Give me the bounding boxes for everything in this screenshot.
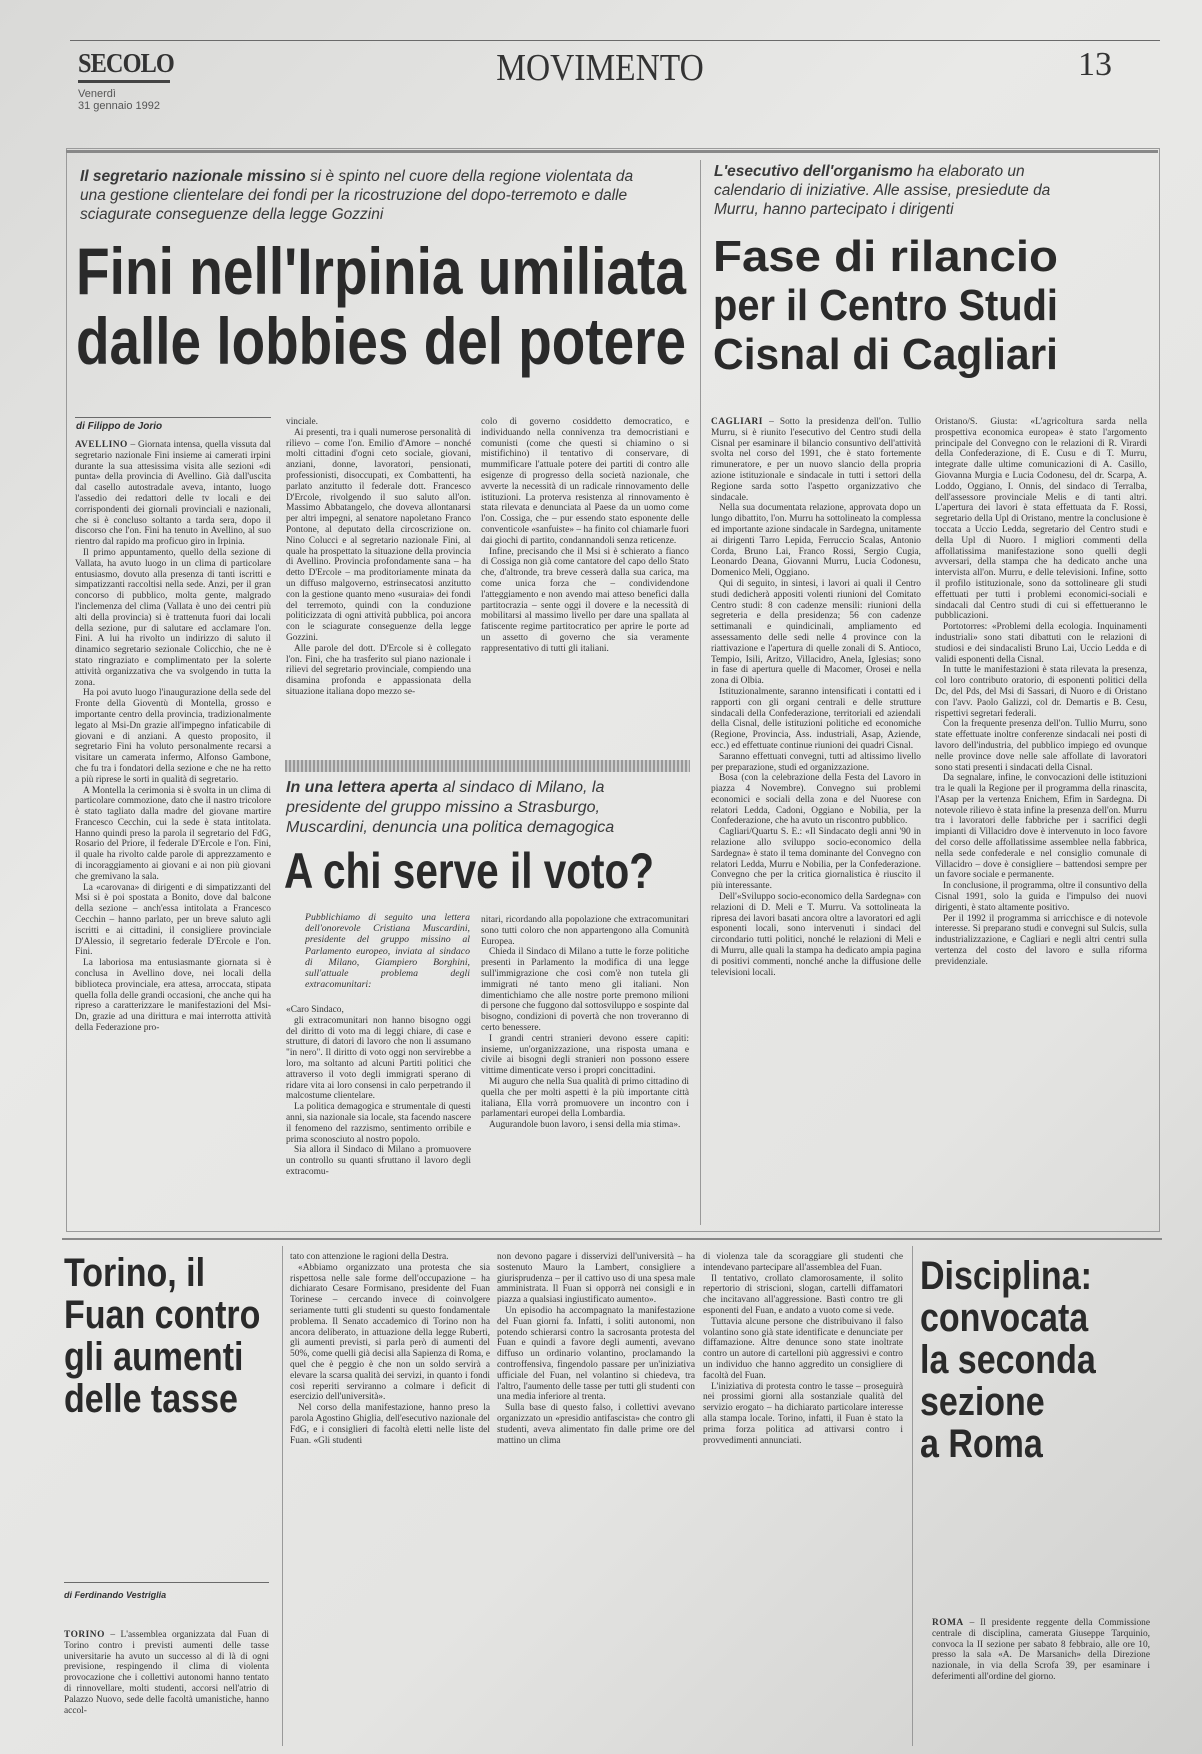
voto-headline-wrap [284,842,654,900]
torino-column-4: di violenza tale da scoraggiare gli studenti che intendevano partecipare all'assemblea del Fuan. Il tentativo, crollato clamorosamente, il solito repertorio di striscioni, slogan, cartelli diffamatori che incitavano all'aggressione. Bastì contro tre gli esponenti del Fuan, e andato a vuoto come si vede. Tuttavia alcune persone che distribuivano il falso volantino sono già state identificate e denunciate per diffamazione. Altre denunce sono state inoltrate contro un autore di cartelloni più aggressivi e contro un individuo che hanno aggredito un consigliere di facoltà del Fuan. L'iniziativa di protesta contro le tasse – proseguirà nei prossimi giorni alla sostanziale qualità del servizio erogato – ha dichiarato particolare interesse alla stampa locale. Torino, infatti, il Fuan è stato la prima forza politica ad attivarsi contro i provvedimenti annunciati. [703,1252,903,1446]
masthead-underline [78,80,170,83]
torino-headline-line1: Torino, il [64,1251,206,1295]
date: 31 gennaio 1992 [78,100,160,112]
disciplina-headline-line2: convocata [920,1296,1089,1340]
fini-headline-line2: dalle lobbies del potere [76,304,686,378]
page-number: 13 [1078,46,1112,83]
disciplina-body: ROMA – Il presidente reggente della Commissione centrale di disciplina, camerata Giuseppe Tarquinio, convoca la II sezione per sabato 8 febbraio, alle ore 10, presso la sala «A. De Marsanich» della Direzione nazionale, in via della Scrofa 39, per esaminare i deferimenti all'ordine del giorno. [932,1618,1150,1682]
fini-headline-line1: Fini nell'Irpinia umiliata [76,234,686,308]
torino-byline: di Ferdinando Vestriglia [64,1590,167,1600]
article-separator-stripe [285,760,690,772]
disciplina-divider [912,1246,913,1746]
torino-column-3: non devono pagare i disservizi dell'università – ha sostenuto Mauro la Lambert, consigliere a giurisprudenza – per il cattivo uso di una spesa male amministrata. Il Fuan si opporrà nei consigli e in piazza a qualsiasi ingiustificato aumento». Un episodio ha accompagnato la manifestazione del Fuan giorni fa. Infatti, i soliti autonomi, non potendo schierarsi contro la sacrosanta protesta del Fuan e quindi a favore degli aumenti, avevano diffuso un ordinario volantino, proclamando la controffensiva, fingendolo passare per un'iniziativa ufficiale del Fuan, nel volantino si chiedeva, tra l'altro, l'aumento delle tasse per tutti gli studenti con una media inferiore al trenta. Sulla base di questo falso, i collettivi avevano organizzato un «presidio antifascista» che contro gli studenti, aveva alimentato fin dalle prime ore del mattino un clima [497,1252,695,1446]
byline-rule [75,417,271,418]
torino-column-1: TORINO – L'assemblea organizzata dal Fuan di Torino contro i previsti aumenti delle tasse universitarie ha avuto un successo al di là di ogni previsione, respingendo il clima di violenta provocazione che i collettivi autonomi hanno tentato di rinnovellare, molti studenti, accorsi nell'atrio di Palazzo Nuovo, sede delle facoltà umanistiche, hanno accol- [64,1630,269,1716]
dateline: AVELLINO [75,440,128,450]
issue-date [78,88,160,112]
torino-divider [282,1246,283,1746]
upper-top-rule [66,150,1158,153]
voto-column-1: «Caro Sindaco, gli extracomunitari non hanno bisogno oggi del diritto di voto ma di leggi chiare, di case e strutture, di datori di lavoro che non li assumano "in nero". Il diritto di voto oggi non servirebbe a loro, ma soltanto ad alcuni Partiti politici che attraverso il voto degli immigrati sperano di ridare vita ai loro consensi in calo perpetrando il malcostume clientelare. La politica demagogica e strumentale di questi anni, sia nazionale sia locale, sta facendo nascere il fenomeno del razzismo, sentimento orribile e prima sconosciuto al nostro popolo. Sia allora il Sindaco di Milano a promuovere un controllo su quanti sfruttano il lavoro degli extracomu- [286,1005,471,1177]
torino-headline-line2: Fuan contro [64,1293,261,1337]
section-title: MOVIMENTO [496,47,704,89]
fini-column-3: colo di governo cosiddetto democratico, e individuando nella connivenza tra democristiani e comunisti (come che questi si chiamino o si mistifichino) il tentativo di conservare, di mummificare l'attuale potere dei partiti di contro alle esigenze di progresso della società nazionale, che avverte la necessità di un radicale rinnovamento delle istituzioni. La proterva resistenza al rinnovamento è stata rilevata e denunciata al Paese da un uomo come l'on. Cossiga, che – pur essendo stato esponente delle conventicole «sanfuiste» – ha finito col chiamarle fuori dai giochi di partito, condannandoli senza reticenze. Infine, precisando che il Msi si è schierato a fianco di Cossiga non già come cantatore del capo dello Stato che, d'altronde, tra breve cesserà dalla sua carica, ma come unica forza che – condividendone l'atteggiamento e non avendo mai atteso benefici dalla partitocrazia – sente oggi il dovere e la necessità di mobilitarsi al massimo livello per dare una spallata al fatiscente regime partitocratico per aprire le porte ad un assetto di governo che sia veramente rappresentativo di tutti gli italiani. [481,417,689,654]
disciplina-headline-line3: la seconda [920,1338,1096,1382]
fini-deck: Il segretario nazionale missino si è spinto nel cuore della regione violentata da una gestione clientelare dei fondi per la ricostruzione del dopo-terremoto e dalle sciagurate conseguenze della legge Gozzini [80,168,634,223]
torino-byline-rule [64,1582,269,1583]
paper-name: SECOLO [78,48,174,78]
fini-byline: di Filippo de Jorio [76,421,163,432]
disciplina-headline-line4: sezione [920,1380,1045,1424]
fini-column-2: vinciale. Ai presenti, tra i quali numerose personalità di rilievo – come l'on. Emilio d'Amore – nonché molti cittadini d'ogni ceto sociale, giovani, anziani, donne, lavoratori, pensionati, professionisti, disoccupati, ex Combattenti, ha parlato anzitutto il federale dott. Francesco D'Ercole, rivolgendo il suo saluto all'on. Massimo Abbatangelo, che doveva allontanarsi per altri impegni, al senatore napoletano Franco Pontone, al deputato della circoscrizione on. Nino Colucci e al segretario nazionale Fini, al quale ha prospettato la situazione della provincia di Avellino. Provincia profondamente sana – ha detto D'Ercole – ma proditoriamente minata da un diffuso malgoverno, estrinsecatosi anzitutto con la gestione quanto meno «usuraia» dei fondi del terremoto, quindi con la conduzione politicizzata di ogni attività pubblica, poi ancora con le sciagurate conseguenze della legge Gozzini. Alle parole del dott. D'Ercole si è collegato l'on. Fini, che ha trasferito sul piano nazionale i rilievi del segretario provinciale, compiendo una disamina profonda e appassionata della situazione italiana dopo mezzo se- [286,417,471,697]
fini-column-1: AVELLINO – Giornata intensa, quella vissuta dal segretario nazionale Fini insieme ai camerati irpini durante la sua attesissima visita alle sezioni «di punta» della provincia di Avellino. Già dall'uscita dal casello autostradale aveva, intanto, luogo l'assedio dei redattori delle tv locali e dei corrispondenti dei giornali provinciali e nazionali, che si è concluso soltanto a tarda sera, dopo il discorso che l'on. Fini ha tenuto in Avellino, al suo rientro dal rapido ma proficuo giro in Irpinia. Il primo appuntamento, quello della sezione di Vallata, ha avuto luogo in un clima di particolare entusiasmo, dovuto alla presenza di tanti iscritti e simpatizzanti raccoltisi nella sede. Anzi, per il gran concorso di pubblico, molta gente, malgrado l'inclemenza del clima (Vallata è uno dei centri più alti della provincia) si è trattenuta fuori dai locali della sezione, pur di salutare ed acclamare l'on. Fini. A lui ha rivolto un indirizzo di saluto il dinamico segretario sezionale Colicchio, che ne è stato ringraziato e complimentato per la solerte attività organizzativa che va svolgendo in tutta la zona. Ha poi avuto luogo l'inaugurazione della sede del Fronte della Gioventù di Montella, grosso e importante centro della provincia, tradizionalmente legato al Msi-Dn grazie all'impegno infaticabile di giovani e di anziani. A questo proposito, il segretario Fini ha voluto personalmente recarsi a visitare un camerata infermo, Alfonso Gambone, che fu tra i fondatori della sezione e che ne ha retto a più riprese le sorti in qualità di segretario. A Montella la cerimonia si è svolta in un clima di particolare commozione, dato che il nastro tricolore è stato tagliato dalla madre del giovane martire Francesco Cecchin, cui la sede è stata intitolata. Hanno quindi preso la parola il segretario del FdG, Rosario del Priore, il federale D'Ercole e l'on. Fini, il quale ha rivolto calde parole di apprezzamento e di incoraggiamento ai giovani e ai non più giovani che gremivano la sala. La «carovana» di dirigenti e di simpatizzanti del Msi si è poi spostata a Bonito, dove dal balcone della sezione – anch'essa intitolata a Francesco Cecchin – hanno parlato, per un breve saluto agli iscritti e ai cittadini, il consigliere provinciale D'Alessio, il segretario federale D'Ercole e l'on. Fini. La laboriosa ma entusiasmante giornata si è conclusa in Avellino dove, nei locali della biblioteca provinciale, era attesa, arroccata, stipata quella folla delle grandi occasioni, che anche qui ha ripreso a caratterizzare le manifestazioni del Msi-Dn, grazie ad una dirittura e mai interrotta attività della Federazione pro- [75,440,271,1034]
torino-headline-line4: delle tasse [64,1377,238,1421]
weekday: Venerdì [78,88,116,100]
disciplina-headline [920,1255,1155,1465]
cisnal-column-2: Oristano/S. Giusta: «L'agricoltura sarda nella prospettiva economica europea» è stato l'argomento principale del Convegno con le relazioni di R. Virardi della Confederazione, di E. Cusu e di T. Murru, integrate dalle ultime comunicazioni di A. Casillo, Giovanna Murgia e Lucia Codonesu, del dr. Scarpa, A. Loddo, Oggiano, I. Onnis, del sindaco di Terralba, dell'assessore provinciale Melis e di tanti altri. L'apertura dei lavori è stata effettuata da F. Rossi, segretario della Upl di Oristano, mentre la conclusione è toccata a Uccio Ledda, segretario del Centro studi e della Upl di Nuoro. I migliori commenti della affollatissima manifestazione sono quelli degli avversari, della stampa che ha dedicato anche una intervista all'on. Murru, e delle televisioni. Infine, sotto il profilo istituzionale, sono da sottolineare gli studi effettuati per tutti i problemi economici-sociali e sindacali dal Centro studi di cui si effettueranno le pubblicazioni. Portotorres: «Problemi della ecologia. Inquinamenti industriali» sono stati dibattuti con le relazioni di studiosi e dei sindacalisti Bruno Lai, Uccio Ledda e di validi esponenti della Cisnal. In tutte le manifestazioni è stata rilevata la presenza, col loro contributo oratorio, di esponenti politici della Dc, del Pds, del Msi di Sassari, di Nuoro e di Oristano con l'avv. Paolo Galizzi, col dr. Demartis e B. Cesu, rispettivi segretari federali. Con la frequente presenza dell'on. Tullio Murru, sono state effettuate inoltre conferenze sindacali nei posti di lavoro dell'industria, del pubblico impiego ed ovunque nelle province dove nelle sale affollate di lavoratori sono stati presenti i sindacati della Cisnal. Da segnalare, infine, le convocazioni delle istituzioni tra le quali la Regione per il programma della rinascita, l'Asap per la vertenza Enichem, Efim in Sardegna. Di notevole rilievo è stata infine la presenza dell'on. Murru tra i lavoratori delle fabbriche per i sacrifici degli impianti di Villacidro dove è intervenuto in loco favore del corso delle affollatissime assemblee nella fabbrica, nella sede confederale e nel consiglio comunale di Villacidro – dove è consigliere – battendosi sempre per un favore sociale e permanente. In conclusione, il programma, oltre il consuntivo della Cisnal 1991, solo la guida e l'impulso dei nuovi dirigenti, è stato altamente positivo. Per il 1992 il programma si arricchisce e di notevole interesse. Si preparano studi e convegni sul Sulcis, sulla industrializzazione, e Cagliari e negli altri centri sulla vertenza del costo del lavoro e sulla riforma previdenziale. [935,417,1147,967]
header-rule [70,40,1160,41]
voto-deck: In una lettera aperta al sindaco di Milano, la presidente del gruppo missino a Strasburgo, Muscardini, denuncia una politica demagogica [286,779,615,836]
voto-intro: Pubblichiamo di seguito una lettera dell'onorevole Cristiana Muscardini, presidente del gruppo missino al Parlamento europeo, inviata al sindaco di Milano, Giampiero Borghini, sull'attuale problema degli extracomunitari: [305,912,470,991]
lower-section-rule [62,1238,1162,1240]
cisnal-headline [713,232,1058,379]
torino-headline [64,1251,261,1421]
disciplina-headline-line5: a Roma [920,1422,1043,1466]
column-divider [700,160,701,1225]
fini-headline [76,236,686,376]
voto-headline: A chi serve il voto? [284,843,654,899]
cisnal-column-1: CAGLIARI – Sotto la presidenza dell'on. Tullio Murru, si è riunito l'esecutivo del Centro studi della Cisnal per esaminare il bilancio consuntivo dell'attività svolta nel corso del 1991, che è stato fortemente rimuneratore, e per un nuovo slancio della propria azione istituzionale e sindacale in tutti i settori della Regione sarda sotto l'aspetto organizzativo che sindacale. Nella sua documentata relazione, approvata dopo un lungo dibattito, l'on. Murru ha sottolineato la complessa ed importante azione sindacale in Sardegna, unitamente ai dirigenti Tarro Lepida, Ferruccio Scalas, Antonio Corda, Bruno Lai, Franco Rossi, Sergio Cugia, Leonardo Deana, Giovanni Murru, Lucia Codonesu, Domenico Meli, Oggiano. Qui di seguito, in sintesi, i lavori ai quali il Centro studi dedicherà appositi volenti riunioni del Comitato Centro studi: 8 con cadenze mensili: riunioni della segreteria e della presidenza; 56 con cadenze settimanali e quindicinali, ampliamento ed assessamento delle sedi nelle 4 province con la riattivazione e l'apertura di quelle zonali di S. Antioco, Tempio, Isili, Aritzo, Villacidro, Anela, Iglesias; sono in fase di apertura quelle di Macomer, Orosei e nella zona di Olbia. Istituzionalmente, saranno intensificati i contatti ed i rapporti con gli organi centrali e delle strutture sindacali della Confederazione, territoriali ed aziendali della Cisnal, delle istituzioni politiche ed economiche (Regione, Provincia, Ass. industriali, Asap, Aziende, ecc.) ed effettuate continue riunioni dei quadri Cisnal. Saranno effettuati convegni, tutti ad altissimo livello per preparazione, studi ed organizzazione. Bosa (con la celebrazione della Festa del Lavoro in piazza 4 Novembre). Convegno sui problemi economici e sociali della zona e del Nuorese con relatori Ledda, Cadoni, Oggiano e Nobilia, per la Confederazione, che ha avuto un riscontro pubblico. Cagliari/Quartu S. E.: «Il Sindacato degli anni '90 in relazione allo sviluppo socio-economico della Sardegna» è stato il tema dominante del Convegno con relatori Ledda, Murru e Nobilia, per la Confederazione. Convegno che per la critica giornalistica è riuscito il più interessante. Dell'«Sviluppo socio-economico della Sardegna» con relazioni di D. Meli e T. Murru. Va sottolineata la ripresa dei lavori basati ancora oltre a lavoratori ed agli esponenti locali, sono intervenuti i sindaci del circondario tutti politici, nonché le relazioni di Meli e di Murru, alle quali la stampa ha dedicato ampia pagina di positivi commenti, nonché anche la diffusione delle televisioni locali. [711,417,921,978]
torino-column-2: tato con attenzione le ragioni della Destra. «Abbiamo organizzato una protesta che sia rispettosa nelle sale forme dell'occupazione – ha dichiarato Cesare Formisano, presidente del Fuan Torinese – cercando invece di coinvolgere seriamente tutti gli studenti su questo fondamentale problema. Il Senato accademico di Torino non ha ancora deliberato, in attuazione della legge Ruberti, gli aumenti previsti, si parla però di aumenti del 50%, come quelli già decisi alla Sapienza di Roma, e quel che è peggio è che non un soldo servirà a elevare la scarsa qualità dei servizi, in quanto i fondi così reperiti serviranno a colmare i deficit di esercizio dell'università». Nel corso della manifestazione, hanno preso la parola Agostino Ghiglia, dell'esecutivo nazionale del FdG, e i consiglieri di facoltà eletti nelle liste del Fuan. «Gli studenti [290,1252,490,1446]
voto-column-2: nitari, ricordando alla popolazione che extracomunitari sono tutti coloro che non appartengono alla Comunità Europea. Chieda il Sindaco di Milano a tutte le forze politiche presenti in Parlamento la modifica di una legge sull'immigrazione che così com'è non tutela gli immigrati né tanto meno gli italiani. Non dimentichiamo che alle nostre porte premono milioni di persone che fuggono dal sottosviluppo e sospinte dal bisogno, condizioni di povertà che non troveranno di certo benessere. I grandi centri stranieri devono essere capiti: insieme, un'organizzazione, una risposta umana e civile ai bisogni degli stranieri non possono essere vittime dimenticate verso i propri concittadini. Mi auguro che nella Sua qualità di primo cittadino di quella che per molti aspetti è la più importante città italiana, Ella vorrà promuovere un incontro con i parlamentari europei della Lombardia. Augurandole buon lavoro, i sensi della mia stima». [481,915,689,1131]
cisnal-headline-line2: per il Centro Studi [713,281,1058,330]
disciplina-headline-line1: Disciplina: [920,1254,1092,1298]
cisnal-deck: L'esecutivo dell'organismo ha elaborato un calendario di iniziative. Alle assise, presiedute da Murru, hanno partecipato i dirigenti [714,163,1051,218]
cisnal-headline-line3: Cisnal di Cagliari [713,330,1058,379]
cisnal-headline-line1: Fase di rilancio [713,232,1058,281]
torino-headline-line3: gli aumenti [64,1335,244,1379]
